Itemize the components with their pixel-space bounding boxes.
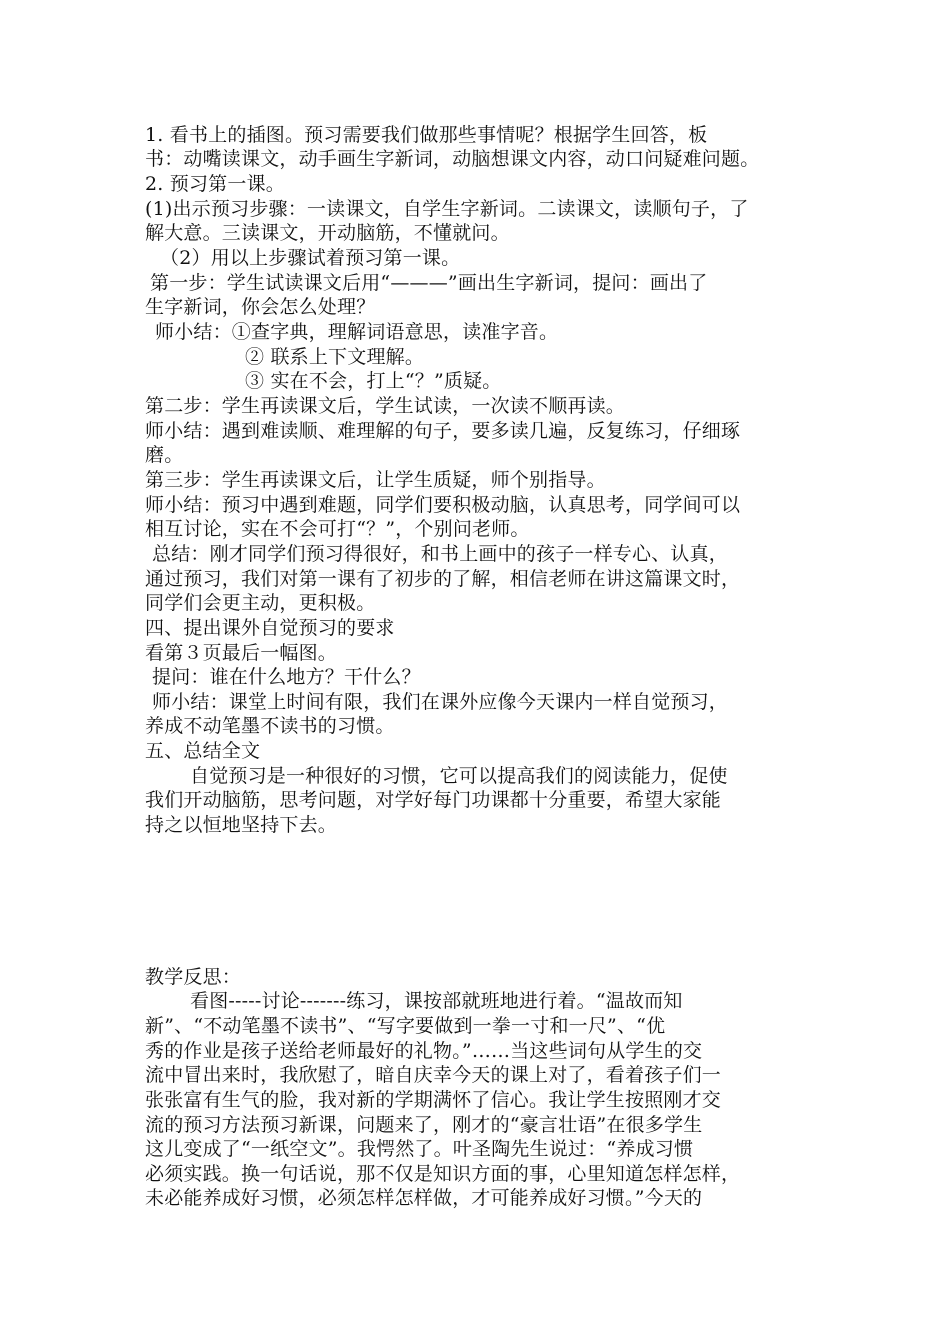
lesson-line: 我们开动脑筋，思考问题，对学好每门功课都十分重要，希望大家能 <box>145 789 722 811</box>
lesson-line: 同学们会更主动，更积极。 <box>145 592 376 614</box>
lesson-line: 第三步：学生再读课文后，让学生质疑，师个别指导。 <box>145 469 606 491</box>
lesson-line: 师小结：①查字典，理解词语意思，读准字音。 <box>155 321 559 343</box>
lesson-line: ② 联系上下文理解。 <box>245 346 425 368</box>
lesson-line: 养成不动笔墨不读书的习惯。 <box>145 715 395 737</box>
lesson-line: 看第３页最后一幅图。 <box>145 642 338 664</box>
lesson-line: 师小结：课堂上时间有限，我们在课外应像今天课内一样自觉预习， <box>152 691 729 713</box>
lesson-line: 1. 看书上的插图。预习需要我们做那些事情呢？根据学生回答，板 <box>145 124 708 146</box>
lesson-line: 五、总结全文 <box>145 740 261 762</box>
reflection-line: 教学反思： <box>145 966 242 988</box>
lesson-line: （2）用以上步骤试着预习第一课。 <box>160 247 461 269</box>
reflection-line: 流中冒出来时，我欣慰了，暗自庆幸今天的课上对了，看着孩子们一 <box>145 1064 722 1086</box>
lesson-line: 总结：刚才同学们预习得很好，和书上画中的孩子一样专心、认真， <box>152 543 729 565</box>
reflection-line: 张张富有生气的脸，我对新的学期满怀了信心。我让学生按照刚才交 <box>145 1089 722 1111</box>
lesson-line: 师小结：预习中遇到难题，同学们要积极动脑，认真思考，同学间可以 <box>145 494 741 516</box>
reflection-line: 流的预习方法预习新课，问题来了，刚才的“豪言壮语”在很多学生 <box>145 1114 703 1136</box>
lesson-line: 师小结：遇到难读顺、难理解的句子，要多读几遍，反复练习，仔细琢 <box>145 420 741 442</box>
reflection-line: 未必能养成好习惯，必须怎样怎样做，才可能养成好习惯。”今天的 <box>145 1187 703 1209</box>
lesson-line: 生字新词，你会怎么处理？ <box>145 296 376 318</box>
lesson-line: (1)出示预习步骤：一读课文，自学生字新词。二读课文，读顺句子，了 <box>145 198 749 220</box>
reflection-line: 秀的作业是孩子送给老师最好的礼物。”……当这些词句从学生的交 <box>145 1040 703 1062</box>
reflection-line: 看图-----讨论-------练习，课按部就班地进行着。“温故而知 <box>190 990 683 1012</box>
lesson-line: 四、提出课外自觉预习的要求 <box>145 617 395 639</box>
reflection-line: 这儿变成了“一纸空文”。我愕然了。叶圣陶先生说过：“养成习惯 <box>145 1138 694 1160</box>
lesson-line: 解大意。三读课文，开动脑筋，不懂就问。 <box>145 222 510 244</box>
lesson-line: 相互讨论，实在不会可打“？”，个别问老师。 <box>145 518 530 540</box>
reflection-line: 必须实践。换一句话说，那不仅是知识方面的事，心里知道怎样怎样， <box>145 1163 741 1185</box>
lesson-line: 第二步：学生再读课文后，学生试读，一次读不顺再读。 <box>145 395 626 417</box>
lesson-line: 持之以恒地坚持下去。 <box>145 814 338 836</box>
lesson-line: 书：动嘴读课文，动手画生字新词，动脑想课文内容，动口问疑难问题。 <box>145 148 760 170</box>
lesson-line: 自觉预习是一种很好的习惯，它可以提高我们的阅读能力，促使 <box>190 765 728 787</box>
lesson-line: 2. 预习第一课。 <box>145 173 285 195</box>
lesson-line: ③ 实在不会，打上“？”质疑。 <box>245 370 502 392</box>
lesson-line: 提问：谁在什么地方？干什么？ <box>152 666 421 688</box>
reflection-line: 新”、“不动笔墨不读书”、“写字要做到一拳一寸和一尺”、“优 <box>145 1015 666 1037</box>
lesson-line: 磨。 <box>145 444 184 466</box>
lesson-line: 第一步：学生试读课文后用“———”画出生字新词，提问：画出了 <box>150 272 708 294</box>
lesson-line: 通过预习，我们对第一课有了初步的了解，相信老师在讲这篇课文时， <box>145 568 741 590</box>
